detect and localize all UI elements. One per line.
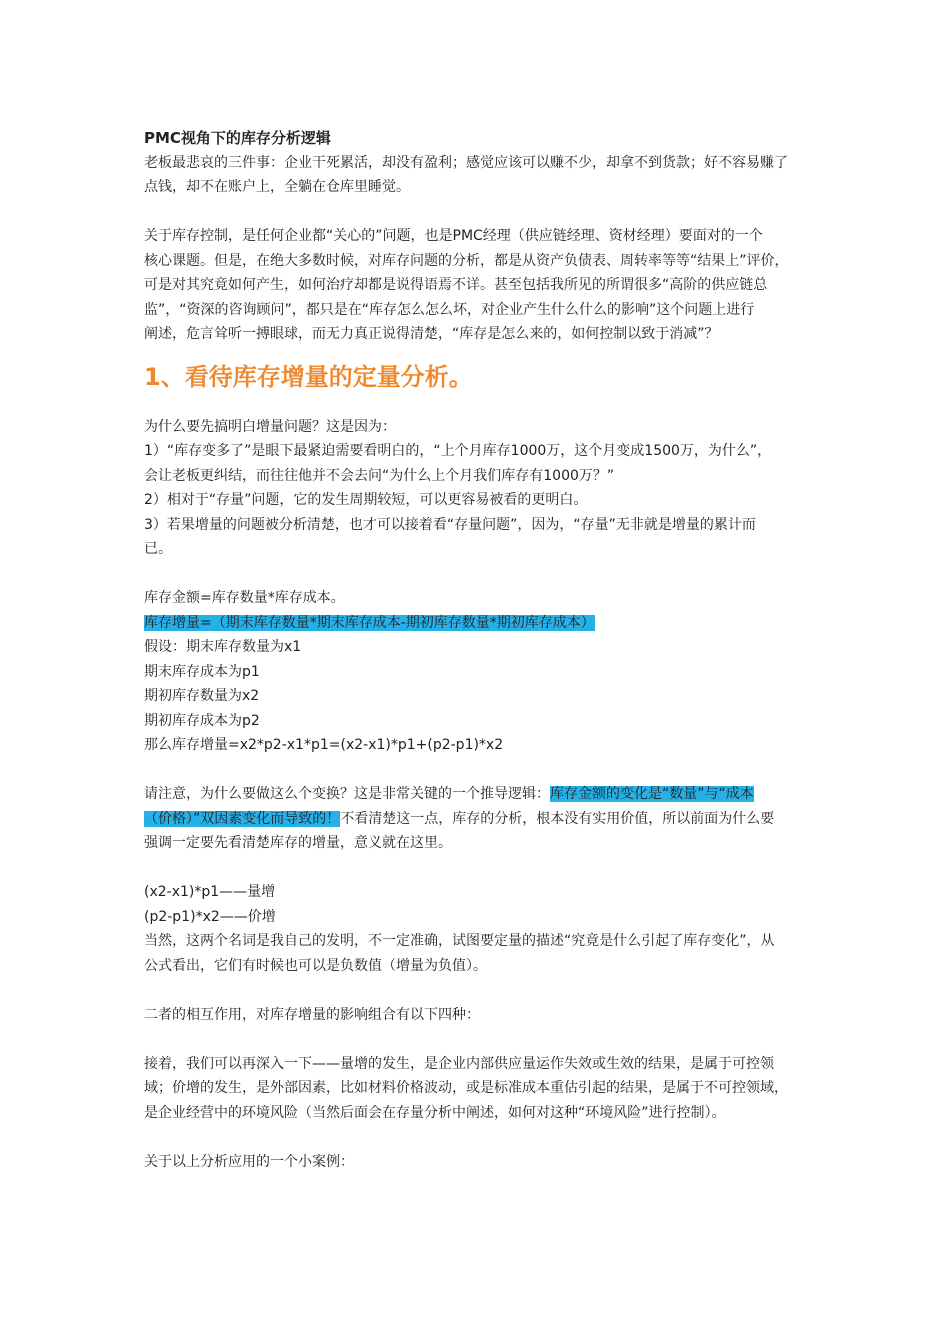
formula-increment-highlight: 库存增量=（期末库存数量*期末库存成本-期初库存数量*期初库存成本） [144,614,595,631]
term-line: 当然，这两个名词是我自己的发明，不一定准确，试图要定量的描述“究竟是什么引起了库存变化”，从 [144,933,775,949]
why-line: 1）“库存变多了”是眼下最紧迫需要看明白的，“上个月库存1000万，这个月变成1500万，为什么”， [144,443,772,459]
note-text: 请注意，为什么要做这么个变换？这是非常关键的一个推导逻辑： [144,786,550,802]
assumption-line: 期末库存成本为p1 [144,663,260,680]
intro-p1-line: 老板最悲哀的三件事：企业干死累活，却没有盈利；感觉应该可以赚不少，却拿不到货款；好不容易赚了 [144,154,788,171]
assumption-line: 期初库存成本为p2 [144,712,260,729]
assumption-line: 期初库存数量为x2 [144,688,260,704]
intro-p2-line: 可是对其究竟如何产生，如何治疗却都是说得语焉不详。甚至包括我所见的所谓很多“高阶的供应链总 [144,277,768,293]
document-title: PMC视角下的库存分析逻辑 [144,129,331,147]
paragraph-gap [144,978,824,1003]
paragraph-gap [144,856,824,881]
why-line: 3）若果增量的问题被分析清楚，也才可以接着看“存量问题”，因为，“存量”无非就是增量的累计而 [144,516,756,533]
note-text: 不看清楚这一点，库存的分析，根本没有实用价值，所以前面为什么要 [340,810,775,827]
intro-p2-line: 核心课题。但是，在绝大多数时候，对库存问题的分析，都是从资产负债表、周转率等等“结果上”评价， [144,252,789,269]
deeper-line: 域；价增的发生，是外部因素，比如材料价格波动，或是标准成本重估引起的结果，是属于不可控领域， [144,1080,788,1096]
intro-p1-line: 点钱，却不在账户上，全躺在仓库里睡觉。 [144,179,410,195]
paragraph-gap [144,200,824,225]
note-line [144,807,824,832]
paragraph-gap [144,1027,824,1052]
combo-line: 二者的相互作用，对库存增量的影响组合有以下四种： [144,1006,480,1023]
note-highlight: 库存金额的变化是“数量”与“成本 [550,786,754,802]
document-body [144,126,824,1174]
term-line: (x2-x1)*p1——量增 [144,884,276,900]
intro-p2-line: 监”，“资深的咨询顾问”，都只是在“库存怎么怎么坏，对企业产生什么什么的影响”这个问题上进行 [144,301,755,318]
why-line: 会让老板更纠结，而往往他并不会去问“为什么上个月我们库存有1000万？” [144,467,615,484]
note-highlight: （价格）”双因素变化而导致的！ [144,810,341,827]
assumption-line: 假设：期末库存数量为x1 [144,639,302,655]
paragraph-gap [144,758,824,783]
deeper-line: 接着，我们可以再深入一下——量增的发生，是企业内部供应量运作失效或生效的结果，是属于可控领 [144,1055,774,1072]
term-line: (p2-p1)*x2——价增 [144,908,276,925]
note-line: 强调一定要先看清楚库存的增量，意义就在这里。 [144,835,452,851]
intro-p2-line: 关于库存控制，是任何企业都“关心的”问题，也是PMC经理（供应链经理、资材经理）要面对的一个 [144,228,763,244]
section-heading: 1、看待库存增量的定量分析。 [144,362,473,391]
formula-amount: 库存金额=库存数量*库存成本。 [144,590,345,606]
assumption-line: 那么库存增量=x2*p2-x1*p1=(x2-x1)*p1+(p2-p1)*x2 [144,737,504,753]
intro-p2-line: 阐述，危言耸听一搏眼球，而无力真正说得清楚，“库存是怎么来的，如何控制以致于消减”？ [144,326,719,342]
term-line: 公式看出，它们有时候也可以是负数值（增量为负值）。 [144,957,487,974]
paragraph-gap [144,562,824,587]
why-line: 已。 [144,541,172,557]
deeper-line: 是企业经营中的环境风险（当然后面会在存量分析中阐述，如何对这种“环境风险”进行控制）。 [144,1104,726,1121]
case-line: 关于以上分析应用的一个小案例： [144,1153,354,1170]
why-line: 2）相对于“存量”问题，它的发生周期较短，可以更容易被看的更明白。 [144,492,588,508]
why-line: 为什么要先搞明白增量问题？这是因为： [144,418,396,435]
paragraph-gap [144,1125,824,1150]
note-line [144,782,824,807]
